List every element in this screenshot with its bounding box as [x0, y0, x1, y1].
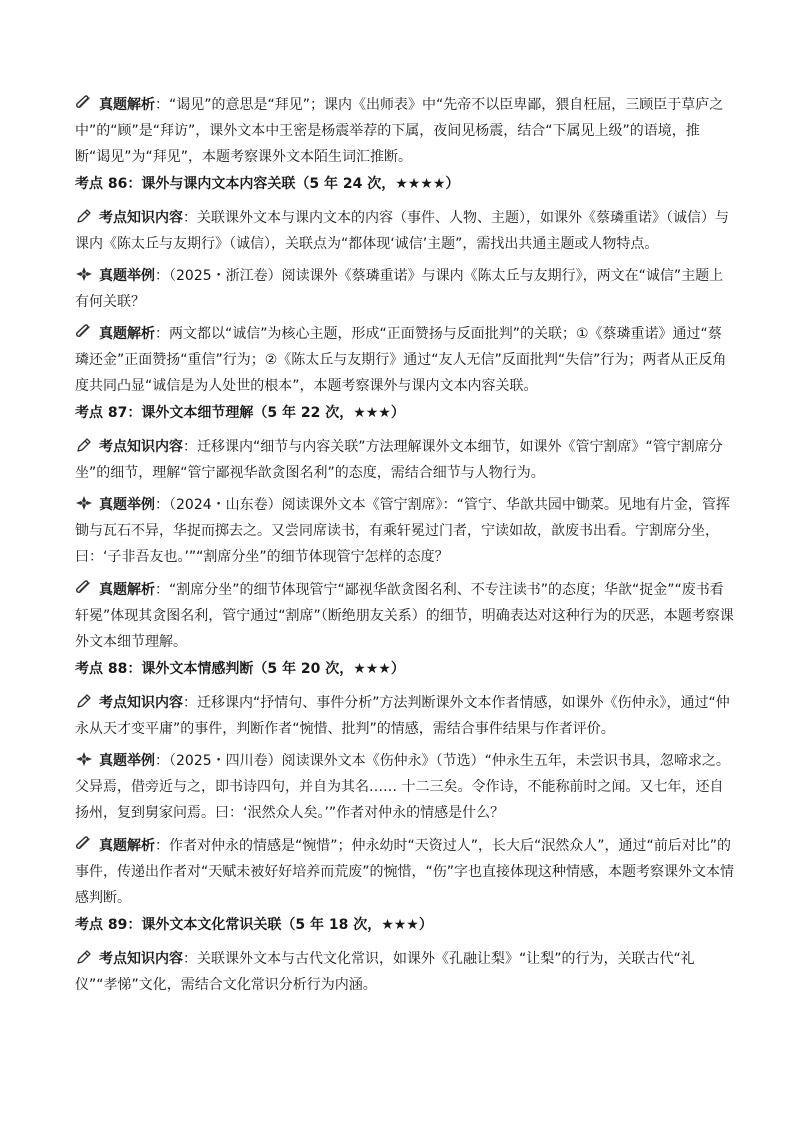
knowledge-paragraph: [75, 205, 735, 257]
example-paragraph: [75, 748, 735, 826]
analysis-paragraph: [75, 92, 735, 170]
example-paragraph: [75, 492, 735, 570]
knowledge-label: 考点知识内容: [99, 210, 183, 226]
pencil-icon: [75, 693, 93, 709]
paperclip-icon: [75, 580, 93, 596]
section-heading-89: 考点 89：课外文本文化常识关联（5 年 18 次，★★★）: [75, 917, 433, 933]
analysis-paragraph: [75, 577, 735, 655]
analysis-text: ：“割席分坐”的细节体现管宁“鄙视华歆贪图名利、不专注读书”的态度；华歆“捉金”“废书看轩冕”体现其贪图名利，管宁通过“割席”（断绝朋友关系）的细节，明确表达对这种行为的厌恶，本题考察课外文本细节理解。: [75, 582, 734, 650]
paperclip-icon: [75, 836, 93, 852]
knowledge-text: ：迁移课内“抒情句、事件分析”方法判断课外文本作者情感，如课外《伤仲永》，通过“仲永从天才变平庸”的事件，判断作者“惋惜、批判”的情感，需结合事件结果与作者评价。: [75, 695, 730, 737]
knowledge-paragraph: [75, 690, 735, 742]
paperclip-icon: [75, 95, 93, 111]
pencil-icon: [75, 437, 93, 453]
diamond-bullet-icon: [75, 495, 93, 511]
example-text: ：（2025・四川卷）阅读课外文本《伤仲永》（节选）“仲永生五年，未尝识书具，忽啼求之。父异焉，借旁近与之，即书诗四句，并自为其名…… 十二三矣。令作诗，不能称前时之闻。又七年，还自扬州，复到舅家问焉。曰：‘泯然众人矣。’”作者对仲永的情感是什么？: [75, 753, 730, 821]
section-heading-87: 考点 87：课外文本细节理解（5 年 22 次，★★★）: [75, 405, 405, 421]
knowledge-label: 考点知识内容: [99, 951, 183, 967]
knowledge-text: ：迁移课内“细节与内容关联”方法理解课外文本细节，如课外《管宁割席》“管宁割席分坐”的细节，理解“管宁鄙视华歆贪图名利”的态度，需结合细节与人物行为。: [75, 439, 723, 481]
analysis-paragraph: [75, 833, 735, 911]
analysis-text: ：“谒见”的意思是“拜见”；课内《出师表》中“先帝不以臣卑鄙，猥自枉屈，三顾臣于草庐之中”的“顾”是“拜访”，课外文本中王密是杨震举荐的下属，夜间见杨震，结合“下属见上级”的语境，推断“谒见”为“拜见”，本题考察课外文本陌生词汇推断。: [75, 97, 724, 165]
paperclip-icon: [75, 324, 93, 340]
analysis-paragraph: [75, 321, 735, 399]
example-text: ：（2024・山东卷）阅读课外文本《管宁割席》：“管宁、华歆共园中锄菜。见地有片金，管挥锄与瓦石不异，华捉而掷去之。又尝同席读书，有乘轩冕过门者，宁读如故，歆废书出看。宁割席分坐，曰：‘子非吾友也。’”“割席分坐”的细节体现管宁怎样的态度？: [75, 497, 730, 565]
knowledge-label: 考点知识内容: [99, 439, 183, 455]
analysis-label: 真题解析: [99, 326, 155, 342]
analysis-text: ：两文都以“诚信”为核心主题，形成“正面赞扬与反面批判”的关联；①《蔡璘重诺》通过“蔡璘还金”正面赞扬“重信”行为；②《陈太丘与友期行》通过“友人无信”反面批判“失信”行为；两者从正反角度共同凸显“诚信是为人处世的根本”，本题考察课外与课内文本内容关联。: [75, 326, 727, 394]
diamond-bullet-icon: [75, 266, 93, 282]
analysis-label: 真题解析: [99, 97, 155, 113]
pencil-icon: [75, 949, 93, 965]
knowledge-paragraph: [75, 946, 735, 998]
analysis-label: 真题解析: [99, 838, 155, 854]
section-heading-88: 考点 88：课外文本情感判断（5 年 20 次，★★★）: [75, 661, 405, 677]
example-label: 真题举例: [99, 497, 155, 513]
example-text: ：（2025・浙江卷）阅读课外《蔡璘重诺》与课内《陈太丘与友期行》，两文在“诚信”主题上有何关联？: [75, 268, 724, 310]
pencil-icon: [75, 208, 93, 224]
example-label: 真题举例: [99, 268, 155, 284]
knowledge-label: 考点知识内容: [99, 695, 183, 711]
knowledge-text: ：关联课外文本与课内文本的内容（事件、人物、主题），如课外《蔡璘重诺》（诚信）与课内《陈太丘与友期行》（诚信），关联点为“都体现‘诚信’主题”，需找出共通主题或人物特点。: [75, 210, 729, 252]
knowledge-text: ：关联课外文本与古代文化常识，如课外《孔融让梨》“让梨”的行为，关联古代“礼仪”“孝悌”文化，需结合文化常识分析行为内涵。: [75, 951, 695, 993]
knowledge-paragraph: [75, 434, 735, 486]
section-heading-86: 考点 86：课外与课内文本内容关联（5 年 24 次，★★★★）: [75, 176, 460, 192]
analysis-label: 真题解析: [99, 582, 155, 598]
example-label: 真题举例: [99, 753, 155, 769]
analysis-text: ：作者对仲永的情感是“惋惜”；仲永幼时“天资过人”，长大后“泯然众人”，通过“前后对比”的事件，传递出作者对“天赋未被好好培养而荒废”的惋惜，“伤”字也直接体现这种情感，本题考察课外文本情感判断。: [75, 838, 735, 906]
example-paragraph: [75, 263, 735, 315]
diamond-bullet-icon: [75, 751, 93, 767]
